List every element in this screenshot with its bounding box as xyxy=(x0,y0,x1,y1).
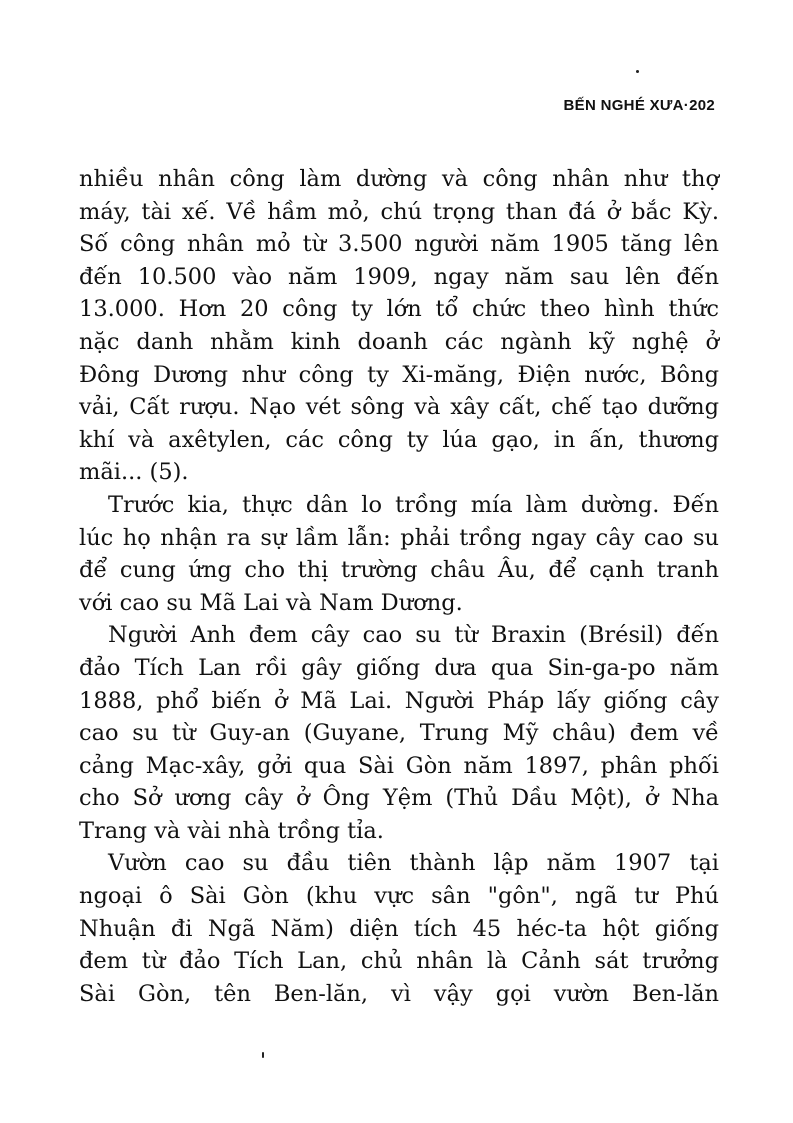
text-line: Nhuận đi Ngã Năm) diện tích 45 héc-ta hột giống xyxy=(79,915,719,942)
text-line: đảo Tích Lan rồi gây giống dưa qua Sin-ga-po năm xyxy=(79,654,719,681)
text-line: 1888, phổ biến ở Mã Lai. Người Pháp lấy giống cây xyxy=(79,687,719,714)
paragraph-first-line: Trước kia, thực dân lo trồng mía làm dường. Đến xyxy=(108,491,719,518)
text-line: khí và axêtylen, các công ty lúa gạo, in ấn, thương xyxy=(79,426,719,453)
paragraph-first-line: Người Anh đem cây cao su từ Braxin (Brésil) đến xyxy=(108,622,719,649)
text-line: ngoại ô Sài Gòn (khu vực sân "gôn", ngã tư Phú xyxy=(79,883,719,910)
text-line: cao su từ Guy-an (Guyane, Trung Mỹ châu) đem về xyxy=(79,720,719,747)
running-header: BẾN NGHÉ XƯA·202 xyxy=(563,97,715,114)
text-line: đến 10.500 vào năm 1909, ngay năm sau lên đến xyxy=(79,263,719,290)
ink-speck-top xyxy=(636,70,639,73)
text-line: 13.000. Hơn 20 công ty lớn tổ chức theo hình thức xyxy=(79,296,719,323)
text-line: để cung ứng cho thị trường châu Âu, để cạnh tranh xyxy=(79,557,719,584)
text-line: máy, tài xế. Về hầm mỏ, chú trọng than đá ở bắc Kỳ. xyxy=(79,198,719,225)
text-line: lúc họ nhận ra sự lầm lẫn: phải trồng ngay cây cao su xyxy=(79,524,719,551)
text-line: vải, Cất rượu. Nạo vét sông và xây cất, chế tạo dưỡng xyxy=(79,394,719,421)
text-line: mãi... (5). xyxy=(79,459,189,486)
text-line: Đông Dương như công ty Xi-măng, Điện nước, Bông xyxy=(79,361,719,388)
text-line: cho Sở ương cây ở Ông Yệm (Thủ Dầu Một), ở Nha xyxy=(79,785,719,812)
text-line: nặc danh nhằm kinh doanh các ngành kỹ nghệ ở xyxy=(79,328,719,355)
text-line: với cao su Mã Lai và Nam Dương. xyxy=(79,589,463,616)
text-line: nhiều nhân công làm dường và công nhân như thợ xyxy=(79,166,719,192)
body-text xyxy=(79,163,719,1010)
text-line: Sài Gòn, tên Ben-lăn, vì vậy gọi vườn Ben-lăn xyxy=(79,980,719,1007)
text-line: đem từ đảo Tích Lan, chủ nhân là Cảnh sát trưởng xyxy=(79,948,719,975)
paragraph-first-line: Vườn cao su đầu tiên thành lập năm 1907 tại xyxy=(108,850,719,877)
ink-speck-bottom xyxy=(262,1052,264,1058)
text-line: Số công nhân mỏ từ 3.500 người năm 1905 tăng lên xyxy=(79,231,719,258)
text-line: Trang và vài nhà trồng tỉa. xyxy=(79,817,384,844)
text-line: cảng Mạc-xây, gởi qua Sài Gòn năm 1897, phân phối xyxy=(79,752,719,779)
